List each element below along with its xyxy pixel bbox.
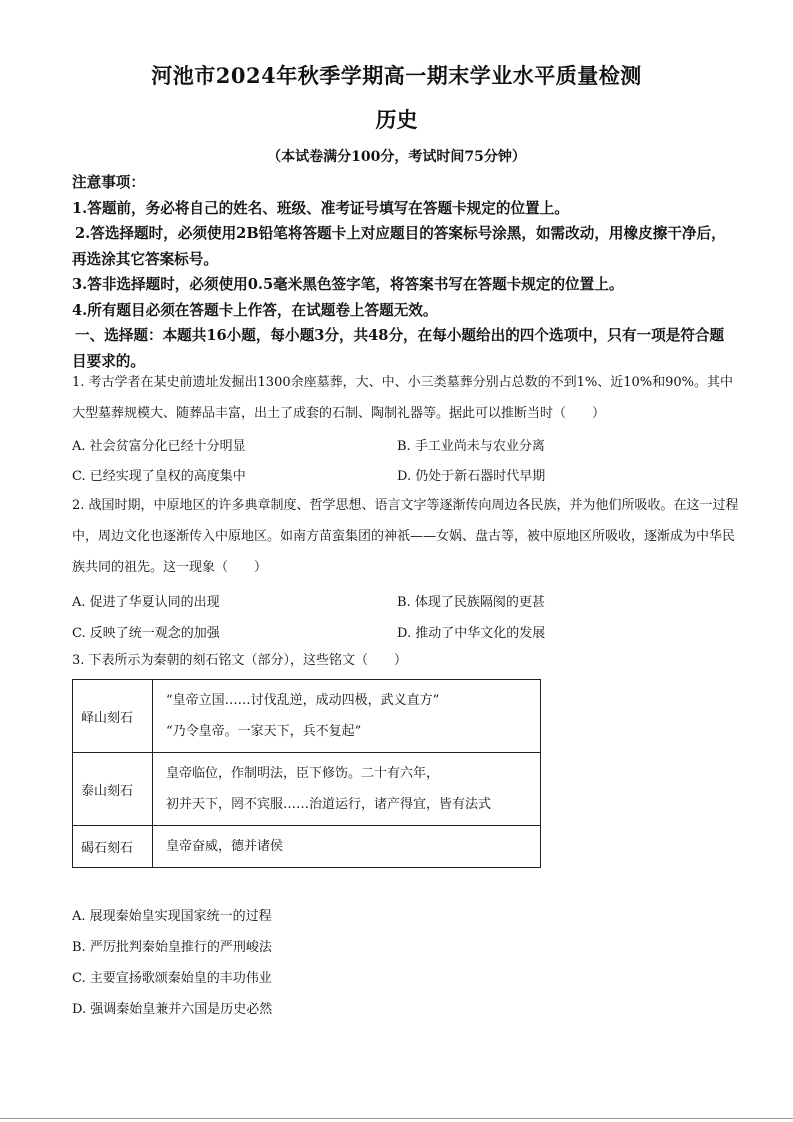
notice-item: 3.答非选择题时，必须使用0.5毫米黑色签字笔，将答案书写在答题卡规定的位置上。 (72, 276, 624, 293)
question-3-stem: 3. 下表所示为秦朝的刻石铭文（部分），这些铭文（ ） (72, 653, 408, 668)
table-cell-site: 泰山刻石 (73, 753, 153, 826)
notice-block (72, 170, 732, 374)
inscription-line: 初并天下，罔不宾服……治道运行，诸产得宜，皆有法式 (166, 797, 492, 812)
inscription-line: 皇帝临位，作制明法，臣下修饬。二十有六年， (166, 766, 440, 781)
inscription-line: 皇帝奋威，德并诸侯 (166, 839, 284, 854)
page-bottom-rule (0, 1118, 793, 1119)
question-1-stem: 1. 考古学者在某史前遗址发掘出1300余座墓葬，大、中、小三类墓葬分别占总数的不到1%、近10%和90%。其中大型墓葬规模大、随葬品丰富，出土了成套的石制、陶制礼器等。据此可以推断当时（ ） (72, 375, 734, 421)
notice-item: 1.答题前，务必将自己的姓名、班级、准考证号填写在答题卡规定的位置上。 (72, 199, 569, 217)
question-2-option-d: D. 推动了中华文化的发展 (397, 626, 546, 641)
question-2-option-a: A. 促进了华夏认同的出现 (72, 595, 220, 610)
table-cell-site: 峄山刻石 (73, 680, 153, 753)
question-2-stem: 2. 战国时期，中原地区的许多典章制度、哲学思想、语言文字等逐渐传向周边各民族，并为他们所吸收。在这一过程中，周边文化也逐渐传入中原地区。如南方苗蛮集团的神祇——女娲、盘古等，被中原地区所吸收，逐渐成为中华民族共同的祖先。这一现象（ ） (72, 498, 739, 575)
table-cell-inscription (153, 826, 541, 868)
question-2-option-c: C. 反映了统一观念的加强 (72, 626, 220, 641)
question-1-option-a: A. 社会贫富分化已经十分明显 (72, 439, 246, 454)
notice-heading: 注意事项： (72, 174, 145, 191)
inscription-line: “皇帝立国……讨伐乱逆，成动四极，武义直方” (166, 693, 440, 708)
question-3-option-d: D. 强调秦始皇兼并六国是历史必然 (72, 1002, 273, 1017)
table-row (73, 753, 541, 826)
question-3-option-c: C. 主要宣扬歌颂秦始皇的丰功伟业 (72, 971, 272, 986)
table-row (73, 826, 541, 868)
table-cell-inscription (153, 680, 541, 753)
exam-title: 河池市2024年秋季学期高一期末学业水平质量检测 (151, 63, 642, 88)
notice-item: 4.所有题目必须在答题卡上作答，在试题卷上答题无效。 (72, 301, 438, 319)
section-heading: 一、选择题：本题共16小题，每小题3分，共48分，在每小题给出的四个选项中，只有一项是符合题目要求的。 (72, 327, 725, 370)
table-cell-inscription (153, 753, 541, 826)
question-1-option-c: C. 已经实现了皇权的高度集中 (72, 469, 246, 484)
question-1-option-b: B. 手工业尚未与农业分离 (397, 439, 545, 454)
exam-info: （本试卷满分100分，考试时间75分钟） (267, 149, 526, 165)
notice-item: 2.答选择题时，必须使用2B铅笔将答题卡上对应题目的答案标号涂黑，如需改动，用橡皮擦干净后，再选涂其它答案标号。 (72, 225, 726, 268)
table-row (73, 680, 541, 753)
inscription-table (72, 679, 541, 868)
inscription-line: “乃令皇帝。一家天下，兵不复起” (166, 724, 362, 739)
question-3-option-b: B. 严厉批判秦始皇推行的严刑峻法 (72, 940, 272, 955)
table-cell-site: 碣石刻石 (73, 826, 153, 868)
subject-title: 历史 (375, 107, 418, 132)
question-2-option-b: B. 体现了民族隔阂的更甚 (397, 595, 545, 610)
question-3-option-a: A. 展现秦始皇实现国家统一的过程 (72, 909, 272, 924)
question-1-option-d: D. 仍处于新石器时代早期 (397, 469, 546, 484)
